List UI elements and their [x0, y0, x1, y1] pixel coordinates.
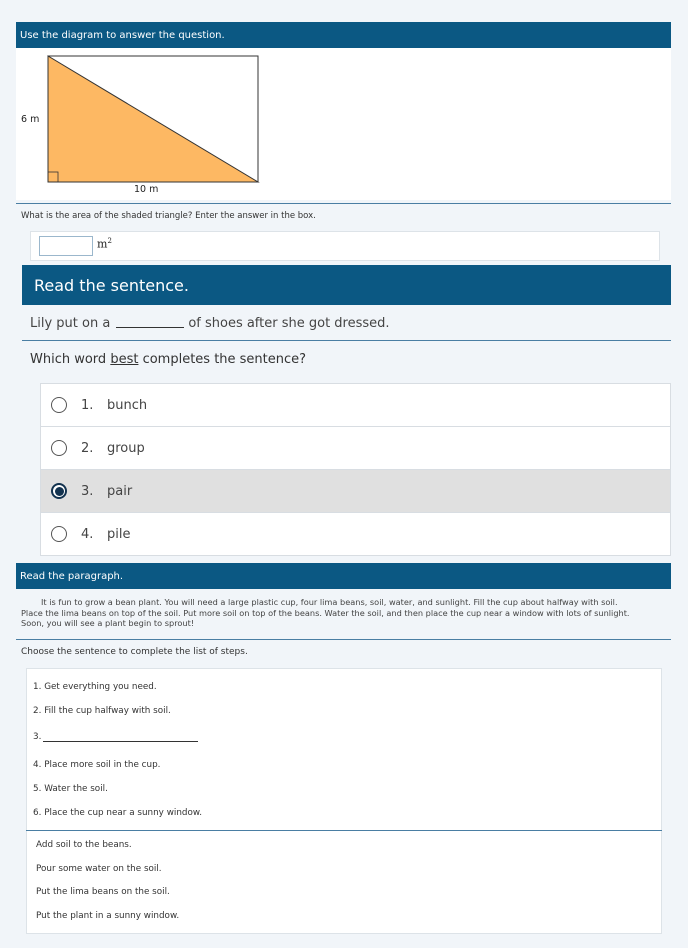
q1-banner — [16, 22, 671, 48]
paragraph-line-3: Soon, you will see a plant begin to sprout! — [21, 618, 195, 628]
choice-label: bunch — [107, 397, 148, 413]
step-4: 4. Place more soil in the cup. — [33, 760, 161, 770]
choice-option-2[interactable]: 2. group — [40, 427, 671, 470]
radio-button[interactable] — [51, 440, 67, 456]
q3-banner-text: Read the paragraph. — [20, 570, 124, 582]
step-3-drop-zone[interactable] — [43, 732, 198, 742]
choice-label: pair — [107, 483, 133, 499]
prompt-emphasis: best — [110, 352, 139, 367]
step-3: 3. — [33, 732, 198, 742]
q1-divider — [16, 203, 671, 204]
q3-divider — [16, 639, 671, 640]
radio-button[interactable] — [51, 526, 67, 542]
area-answer-input[interactable] — [39, 236, 93, 256]
sentence-start: Lily put on a — [30, 316, 111, 331]
radio-button[interactable] — [51, 397, 67, 413]
step-1: 1. Get everything you need. — [33, 682, 157, 692]
option-2[interactable]: Pour some water on the soil. — [36, 864, 162, 874]
q2-divider — [22, 340, 671, 341]
choice-label: pile — [107, 526, 131, 542]
option-3[interactable]: Put the lima beans on the soil. — [36, 887, 170, 897]
sentence-end: of shoes after she got dressed. — [188, 316, 390, 331]
q2-banner — [22, 265, 671, 305]
choice-list — [40, 383, 671, 556]
step-2: 2. Fill the cup halfway with soil. — [33, 706, 171, 716]
q2-sentence — [30, 316, 390, 331]
step-5: 5. Water the soil. — [33, 784, 108, 794]
q1-answer-panel — [30, 231, 660, 261]
option-1[interactable]: Add soil to the beans. — [36, 840, 132, 850]
q2-banner-text: Read the sentence. — [34, 275, 189, 295]
step-6: 6. Place the cup near a sunny window. — [33, 808, 203, 818]
triangle-diagram — [16, 48, 276, 200]
choice-option-1[interactable]: 1. bunch — [40, 383, 671, 427]
steps-panel — [26, 668, 662, 831]
choice-option-4[interactable]: 4. pile — [40, 513, 671, 556]
q3-question: Choose the sentence to complete the list of steps. — [21, 647, 248, 657]
q1-banner-text: Use the diagram to answer the question. — [20, 29, 225, 41]
option-4[interactable]: Put the plant in a sunny window. — [36, 911, 180, 921]
q1-question: What is the area of the shaded triangle? Enter the answer in the box. — [21, 211, 316, 221]
q2-prompt: Which word best completes the sentence? — [30, 352, 307, 367]
radio-button-selected[interactable] — [51, 483, 67, 499]
unit-label: $m^2$ — [97, 237, 112, 251]
q3-banner — [16, 563, 671, 589]
paragraph-line-1: It is fun to grow a bean plant. You will need a large plastic cup, four lima beans, soil, water, and sunlight. Fill the cup about halfway with soil. — [41, 597, 618, 607]
height-label: 6 m — [21, 114, 40, 125]
q3-paragraph — [21, 597, 673, 629]
choice-label: group — [107, 440, 145, 456]
paragraph-line-2: Place the lima beans on top of the soil. Put more soil on top of the beans. Water the soil, and then place the cup near a window with lots of sunlight. — [21, 607, 630, 618]
sentence-blank — [116, 327, 184, 328]
width-label: 10 m — [134, 184, 159, 195]
choice-option-3[interactable]: 3. pair — [40, 470, 671, 513]
